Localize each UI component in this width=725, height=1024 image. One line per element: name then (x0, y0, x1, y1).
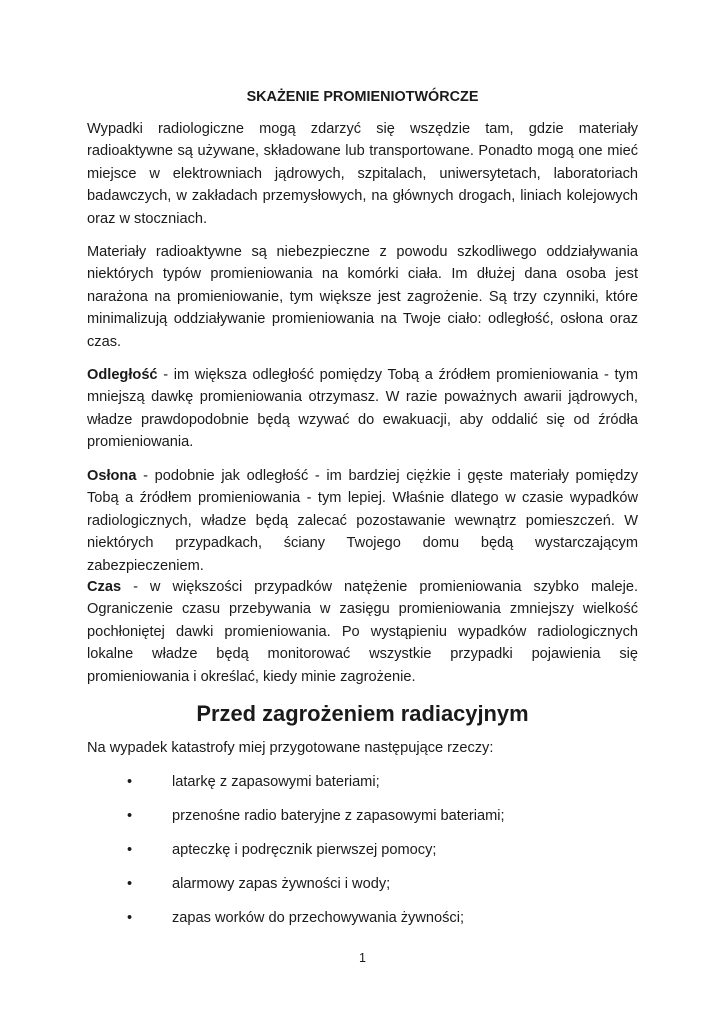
list-item (0, 907, 725, 929)
time-description: - w większości przypadków natężenie promieniowania szybko maleje. Ograniczenie czasu przebywania w zasięgu promieniowania zmniejszy wielkość pochłoniętej dawki promieniowania. Po wystąpieniu wypadków radiologicznych lokalne władze będą monitorować wszystkie przypadki pojawienia się promieniowania i określać, kiedy minie zagrożenie. (87, 579, 638, 685)
bullet-icon: • (127, 910, 133, 926)
list-item-text: apteczkę i podręcznik pierwszej pomocy; (172, 842, 437, 858)
list-item (0, 805, 725, 827)
list-item (0, 839, 725, 861)
term-shield: Osłona (87, 468, 137, 484)
page-number: 1 (359, 951, 366, 965)
distance-description: - im większa odległość pomiędzy Tobą a źródłem promieniowania - tym mniejszą dawkę promieniowania otrzymasz. W razie poważnych awarii jądrowych, władze prawdopodobnie będą wzywać do ewakuacji, aby oddalić się od źródła promieniowania. (87, 367, 638, 451)
bullet-icon: • (127, 774, 133, 790)
paragraph-time (87, 576, 638, 688)
bullet-icon: • (127, 842, 133, 858)
document-title: SKAŻENIE PROMIENIOTWÓRCZE (246, 89, 479, 105)
shield-description: - podobnie jak odległość - im bardziej ciężkie i gęste materiały pomiędzy Tobą a źródłem promieniowania - tym lepiej. Właśnie dlatego w czasie wypadków radiologicznych, władze będą zalecać pozostawanie wewnątrz pomieszczeń. W niektórych przypadkach, ściany Twojego domu będą wystarczającym zabezpieczeniem. (87, 468, 638, 574)
term-time: Czas (87, 579, 122, 595)
list-item (0, 771, 725, 793)
list-intro: Na wypadek katastrofy miej przygotowane następujące rzeczy: (87, 740, 494, 756)
term-distance: Odległość (87, 367, 158, 383)
paragraph-shield (87, 465, 638, 577)
section-heading-before-radiation: Przed zagrożeniem radiacyjnym (196, 701, 529, 726)
list-item (0, 873, 725, 895)
paragraph-radiation-danger: Materiały radioaktywne są niebezpieczne z powodu szkodliwego oddziaływania niektórych typów promieniowania na komórki ciała. Im dłużej dana osoba jest narażona na promieniowanie, tym większe jest zagrożenie. Są trzy czynniki, które minimalizują oddziaływanie promieniowania na Twoje ciało: odległość, osłona oraz czas. (87, 244, 638, 350)
list-item-text: alarmowy zapas żywności i wody; (172, 876, 391, 892)
list-item-text: latarkę z zapasowymi bateriami; (172, 774, 380, 790)
list-item-text: przenośne radio bateryjne z zapasowymi bateriami; (172, 808, 505, 824)
list-item-text: zapas worków do przechowywania żywności; (172, 910, 465, 926)
bullet-icon: • (127, 808, 133, 824)
paragraph-intro: Wypadki radiologiczne mogą zdarzyć się wszędzie tam, gdzie materiały radioaktywne są używane, składowane lub transportowane. Ponadto mogą one mieć miejsce w elektrowniach jądrowych, szpitalach, uniwersytetach, laboratoriach badawczych, w zakładach przemysłowych, na głównych drogach, liniach kolejowych oraz w stoczniach. (87, 121, 638, 227)
bullet-icon: • (127, 876, 133, 892)
paragraph-distance (87, 364, 638, 454)
